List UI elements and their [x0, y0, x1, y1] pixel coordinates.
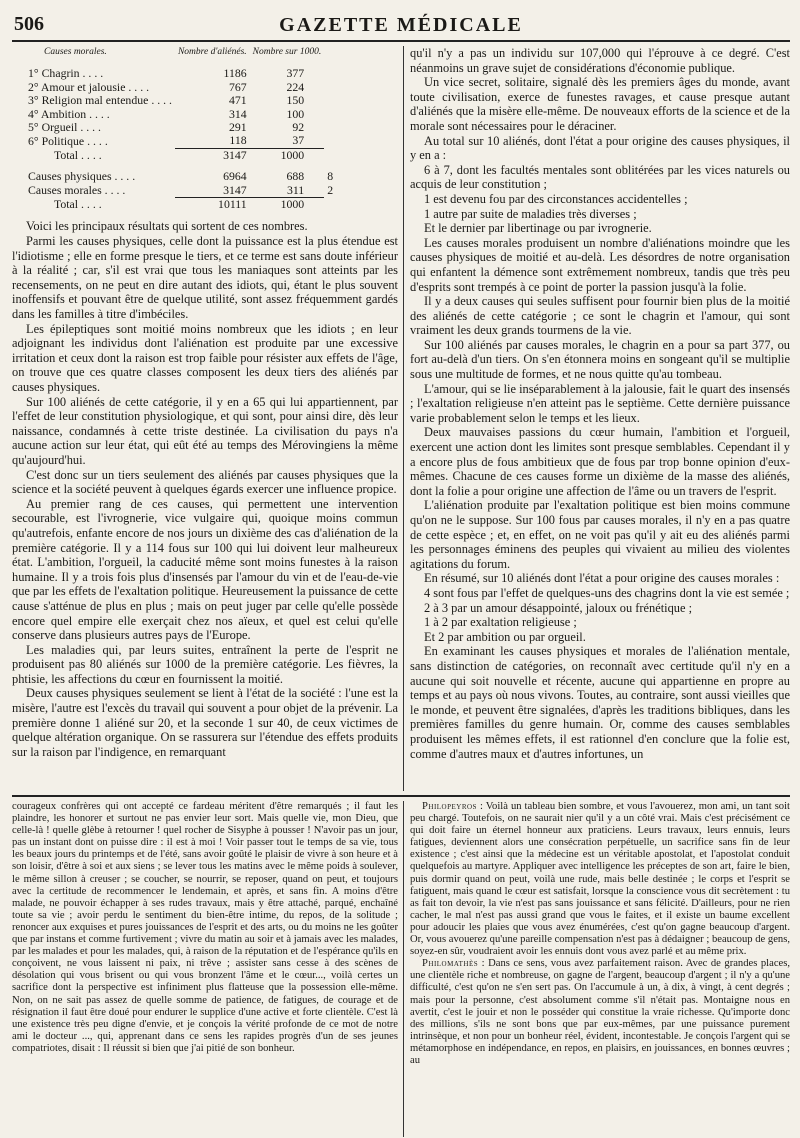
table-header-row: [12, 46, 336, 59]
cause-label: Causes physiques . . . .: [28, 169, 136, 184]
aliens-count: 314: [228, 106, 247, 121]
table-row: [12, 184, 336, 198]
cause-name: 1° Chagrin: [28, 66, 80, 81]
paragraph: L'amour, qui se lie inséparablement à la jalousie, fait le quart des insensés ; l'exaltation religieuse n'en atteint pas le septième. Cette dernière puissance varie probablement selon le temps et les lieux.: [410, 381, 790, 425]
moral-causes-rows: [12, 67, 336, 148]
total2-row: Total . . . . 10111 1000: [12, 198, 336, 212]
per1000-value: 150: [286, 93, 305, 108]
aliens-count: 6964: [223, 169, 247, 184]
cause-name: 6° Politique: [28, 133, 85, 148]
total-per1000: 1000: [250, 148, 325, 162]
total2-per1000: 1000: [250, 198, 325, 212]
paragraph: Voici les principaux résultats qui sortent de ces nombres.: [26, 219, 308, 234]
paragraph: qu'il n'y a pas un individu sur 107,000 qui l'éprouve à ce degré. C'est néanmoins un grave sujet de considérations d'économie publique.: [410, 46, 790, 75]
paragraph: Un vice secret, solitaire, signalé dès les premiers âges du monde, avant toute civilisation, exerce de funestes ravages, et cause presque autant d'aliénés que la misère elle-même. De nouveaux efforts de la science et de la morale sont nécessaires pour le déraciner.: [410, 75, 790, 133]
cause-label: 4° Ambition . . . .: [28, 106, 110, 121]
page-header: [12, 12, 790, 42]
cause-label: 5° Orgueil . . . .: [28, 120, 101, 135]
dialogue-entry: [410, 958, 790, 1067]
paragraph: 1 autre par suite de maladies très diverses ;: [424, 206, 637, 221]
total-aliens: 3147: [175, 148, 250, 162]
feuilleton-left-column: [12, 801, 398, 1137]
left-column: [12, 46, 398, 791]
total-label: Total: [54, 147, 79, 162]
speaker-name: Philopeyros: [422, 801, 477, 812]
statistics-table: [12, 46, 336, 211]
paragraph: En examinant les causes physiques et morales de l'aliénation mentale, sans distinction de catégories, on reconnaît avec certitude qu'il n'y en a aucune qui soit nouvelle et récente, aucune qui appartienne en propre au temps et au pays où nous vivons. Toutes, au contraire, sont aussi vieilles que le monde, et peuvent être signalées, d'après les traditions bibliques, dans les premières familles du genre humain. Or, comme des causes semblables produisent les mêmes effets, il est rationnel d'en conclure que la folie est, comme d'autres maux et d'autres infortunes, un: [410, 644, 790, 761]
paragraph: Les maladies qui, par leurs suites, entraînent la perte de l'esprit ne produisent pas 80 aliénés sur 1000 de la première catégorie. Les fièvres, la phtisie, les affections du cœur en fournissent la moitié.: [12, 642, 398, 686]
cause-name: Causes morales: [28, 182, 102, 197]
paragraph: Parmi les causes physiques, celle dont la puissance est la plus étendue est l'idiotisme ; elle en forme presque le tiers, et ce terme est sans doute inférieur à la réalité ; car, s'il est vrai que tous les maniaques sont atteints par les recensements, on ne peut en dire autant des idiots, qui, étant le plus souvent inoffensifs et pouvant être de quelque utilité, sont assez fréquemment gardés dans les familles à titre d'imbéciles.: [12, 234, 398, 322]
aliens-count: 1186: [223, 66, 247, 81]
per1000-value: 377: [286, 66, 305, 81]
feuilleton-left-text: courageux confrères qui ont accepté ce fardeau méritent d'être remarqués ; il faut les plaindre, les honorer et surtout ne pas envier leur sort. Mais quelle vie, mon Dieu, que celle-là ! quelle glèbe à retourner ! quel rocher de Sisyphe à pousser ! N'avoir pas un jour, pas un instant dont on puisse dire : il est à moi ! Voir passer tout le temps de sa vie, tous les beaux jours du printemps et de l'été, sans avoir goûté le plaisir de vivre à son heure et à son loisir, d'être à soi et aux siens ; se lever tous les matins avec le même poids à soulever, le même sillon à creuser ; se coucher, se nourrir, se reposer, quand on peut, et toujours avec la certitude de recommencer le lendemain, et après, et sans fin. A moins d'être malade, ne pouvoir échapper à ses rudes travaux, mais y être attaché, parqué, enchaîné toute sa vie ; avoir perdu le sentiment du bien-être intime, du repos, de la solitude ; renoncer aux exquises et pures jouissances de l'esprit et des arts, ou du moins ne les goûter que par instans et comme furtivement ; vivre du matin au soir et à jamais avec les malades, par les malades et pour les malades, qui, à raison de la réputation et de l'espérance qu'ils en conçoivent, ne vous laissent ni paix, ni trêve ; assister sans cesse à des scènes de désolation qui vous brisent ou qui vous bronzent l'âme et le cœur..., voilà certes un sacrifice dont la perspective est infiniment plus flatteuse que la possession elle-même. Non, on ne sait pas assez de quelle somme de patience, de fatigues, de courage et de résignation il faut être doué pour endurer le supplice d'une active et forte clientèle. C'est là une existence très peu digne d'envie, et je conçois la vérité profonde de ce mot de notre ami le docteur ..., qui, apprenant dans ce sens les rapides progrès d'un de ses jeunes compatriotes, disait : Il réussit si bien que j'ai pitié de son bonheur.: [12, 801, 398, 1054]
cause-name: 4° Ambition: [28, 106, 87, 121]
section-divider: [12, 795, 790, 797]
cause-name: 2° Amour et jalousie: [28, 79, 126, 94]
table-row: [12, 121, 336, 134]
paragraph: Deux mauvaises passions du cœur humain, l'ambition et l'orgueil, exercent une action dont les limites sont presque semblables. Cependant il y a encore plus de fous ambitieux que de fous par trop bonne opinion d'eux-mêmes. Chacune de ces causes forme un dixième de la masse des aliénés, dont la folie a pour origine une affection de l'âme ou un travers de l'esprit.: [410, 425, 790, 498]
table-row: [12, 134, 336, 148]
table-row: [12, 67, 336, 80]
header-per1000: Nombre sur 1000.: [252, 47, 322, 57]
paragraph: Sur 100 aliénés de cette catégorie, il y en a 65 qui lui appartiennent, par l'effet de leur constitution physiologique, et qui sont, pour ainsi dire, dès leur naissance, condamnés à cette triste destinée. La civilisation du pays n'a aucune action sur leur état, qui eût été au temps des Mérovingiens la même qu'aujourd'hui.: [12, 394, 398, 467]
paragraph: 1 est devenu fou par des circonstances accidentelles ;: [424, 191, 688, 206]
paragraph: Au total sur 10 aliénés, dont l'état a pour origine des causes physiques, il y en a :: [410, 133, 790, 163]
paragraph: 4 sont fous par l'effet de quelques-uns des chagrins dont la vie est semée ;: [424, 585, 790, 600]
total-row: Total . . . . 3147 1000: [12, 148, 336, 162]
dialogue-text: : Dans ce sens, vous avez parfaitement raison. Avec de grandes places, une clientèle riche et nombreuse, on gagne de l'argent, beaucoup d'argent ; il n'y a qu'une difficulté, c'est qu'on ne s'en sert pas. On l'accumule à un, à dix, à vingt, à cent degrés ; mais pour la personne, c'est absolument comme s'il n'était pas. Montaigne nous en avertit, c'est le jouir et non le posséder qui constitue la vraie richesse. Qu'importe donc des millions, s'ils ne sont bons que par eux-mêmes, par une puissance purement intrinsèque, et non pour un bonheur réel, évident, incontestable. Je conçois l'argent qui se métamorphose en indépendance, en repos, en plaisirs, en jouissances, en bonnes œuvres ; au: [410, 958, 790, 1066]
paragraph: Les causes morales produisent un nombre d'aliénations moindre que les causes physiques de moitié et au-delà. Les désordres de notre organisation qui enfantent la démence sont extrêmement nombreux, tandis que très peu d'esprits sont trempés à ce point de porter la passion jusqu'à la folie.: [410, 235, 790, 294]
cause-name: 5° Orgueil: [28, 120, 78, 135]
page-number: 506: [14, 13, 44, 35]
paragraph: Et 2 par ambition ou par orgueil.: [424, 629, 586, 644]
dialogue-text: : Voilà un tableau bien sombre, et vous l'avouerez, mon ami, un tant soit peu chargé. Toutefois, on ne saurait nier qu'il y a un côté vrai. Mais c'est précisément ce qui doit faire un éternel honneur aux praticiens. Leurs travaux, leurs ennuis, leurs fatigues, deviennent alors une consécration perpétuelle, un sacrifice sans fin de leur existence ; c'est ainsi que la médecine est un véritable apostolat, et l'apostolat conduit quelquefois au martyre. Appliquer avec intelligence les préceptes de son art, faire le bien, puis dormir quand on peut, voilà une rude, mais belle destinée ; le corps et l'esprit se fatiguent, mais quand le cœur est satisfait, lorsque la conscience vous dit secrètement : tu as fait ton devoir, la vie n'est pas sans jouissance et sans félicité. D'ailleurs, pour ne rien cacher, le mal n'est pas aussi grand que vous le faites, et il existe un baume excellent pour adoucir les plaies que vous avez énumérées, c'est qu'on gagne beaucoup d'argent. Or, vous avouerez qu'une pareille compensation n'est pas à dédaigner ; beaucoup de gens, soyez-en sûr, voudraient avoir les ennuis dont vous avez parlé et au même prix.: [410, 801, 790, 958]
paragraph: 1 à 2 par exaltation religieuse ;: [424, 615, 577, 630]
per1000-value: 100: [286, 106, 305, 121]
paragraph: 2 à 3 par un amour désappointé, jaloux ou frénétique ;: [424, 600, 693, 615]
feuilleton-column-rule: [403, 801, 404, 1137]
paragraph: Deux causes physiques seulement se lient à l'état de la société : l'une est la misère, l'autre est l'excès du travail qui souvent a pour objet de la prévenir. La première donne 1 aliéné sur 20, et la seconde 1 sur 40, de ceux victimes de quelque altération organique. On se rassurera sur l'étendue des effets produits sur la raison par l'indigence, en remarquant: [12, 686, 398, 759]
feuilleton: [12, 801, 790, 1137]
paragraph: 6 à 7, dont les facultés mentales sont oblitérées par les vices naturels ou acquis de leur constitution ;: [410, 162, 790, 192]
header-aliens: Nombre d'aliénés.: [177, 47, 247, 57]
total2-label: Total: [54, 196, 79, 211]
aliens-count: 767: [228, 79, 247, 94]
table-row: [12, 108, 336, 121]
paragraph: Sur 100 aliénés par causes morales, le chagrin en a pour sa part 377, ou fort au-delà d'un tiers. On s'en étonnera moins en songeant qu'il se multiplie sous une multitude de formes, et ne nous quitte qu'au tombeau.: [410, 337, 790, 382]
per1000-decimal: 2: [327, 182, 334, 197]
aliens-count: 291: [228, 120, 247, 135]
cause-label: 2° Amour et jalousie . . . .: [28, 79, 150, 94]
cause-name: 3° Religion mal entendue: [28, 93, 149, 108]
cause-label: Causes morales . . . .: [28, 182, 126, 197]
per1000-value: 224: [286, 79, 305, 94]
per1000-value: 92: [292, 120, 305, 135]
table-row: [12, 94, 336, 107]
aliens-count: 471: [228, 93, 247, 108]
cause-label: 6° Politique . . . .: [28, 133, 108, 148]
per1000-value: 311: [286, 182, 305, 197]
paragraph: Et le dernier par libertinage ou par ivrognerie.: [424, 221, 652, 236]
per1000-decimal: 8: [327, 169, 334, 184]
speaker-name: Philomathès: [422, 958, 479, 970]
paragraph: Au premier rang de ces causes, qui permettent une intervention secourable, est l'ivrognerie, vice vulgaire qui, quoique moins commun qu'autrefois, enfante encore de nos jours un dixième des cas d'aliénation de la première catégorie. Il y a 114 fous sur 100 qui lui doivent leur malheureux état. L'ambition, l'orgueil, la caducité même sont moins funestes à la raison humaine. Il y a trois fois plus d'insensés par l'amour du vin et de l'eau-de-vie que par les effets de l'exaltation politique. Heureusement la puissance de cette cause s'atténue de plus en plus ; mais on peut juger par celle qu'elle possède encore quel empire elle exerçait chez nos aïeux, et quel est celui qu'elle conserve dans plusieurs autres pays de l'Europe.: [12, 496, 398, 643]
cause-label: 1° Chagrin . . . .: [28, 66, 104, 81]
paragraph: En résumé, sur 10 aliénés dont l'état a pour origine des causes morales :: [424, 571, 780, 586]
cause-summary-rows: [12, 170, 336, 197]
cause-label: 3° Religion mal entendue . . . .: [28, 93, 172, 108]
per1000-value: 688: [286, 169, 305, 184]
dialogue-entry: [410, 801, 790, 958]
table-row: [12, 81, 336, 94]
total2-aliens: 10111: [175, 198, 250, 212]
column-rule: [403, 46, 404, 791]
header-causes: Causes morales.: [44, 47, 107, 57]
upper-columns: [12, 46, 790, 791]
table-row: [12, 170, 336, 183]
paragraph: C'est donc sur un tiers seulement des aliénés par causes physiques que la science et la société peuvent à quelques égards exercer une influence propice.: [12, 467, 398, 497]
journal-title: GAZETTE MÉDICALE: [279, 14, 523, 36]
feuilleton-right-column: [410, 801, 790, 1137]
left-column-text: [12, 219, 398, 759]
per1000-value: 37: [292, 133, 305, 148]
aliens-count: 3147: [223, 182, 247, 197]
paragraph: L'aliénation produite par l'exaltation politique est bien moins commune qu'on ne le suppose. Sur 100 fous par causes morales, il n'y en a pas quatre de cette espèce ; et, en effet, on ne voit pas qu'il y ait eu des aliénés parmi les personnages éminens des peuples qui vivaient au milieu des violentes agitations du forum.: [410, 498, 790, 571]
right-column: [410, 46, 790, 791]
aliens-count: 118: [229, 133, 247, 148]
cause-name: Causes physiques: [28, 169, 112, 184]
paragraph: Il y a deux causes qui seules suffisent pour fournir bien plus de la moitié des aliénés de cette catégorie ; ce sont le chagrin et l'amour, qui sont vraiment les deux grands tourmens de la vie.: [410, 294, 790, 338]
paragraph: Les épileptiques sont moitié moins nombreux que les idiots ; en leur adjoignant les individus dont l'aliénation est produite par une excessive irritation et ceux dont la raison est trop faible pour résister aux effets de l'âge, on trouve que ces quatre classes composent les deux tiers des aliénés par causes physiques.: [12, 321, 398, 394]
